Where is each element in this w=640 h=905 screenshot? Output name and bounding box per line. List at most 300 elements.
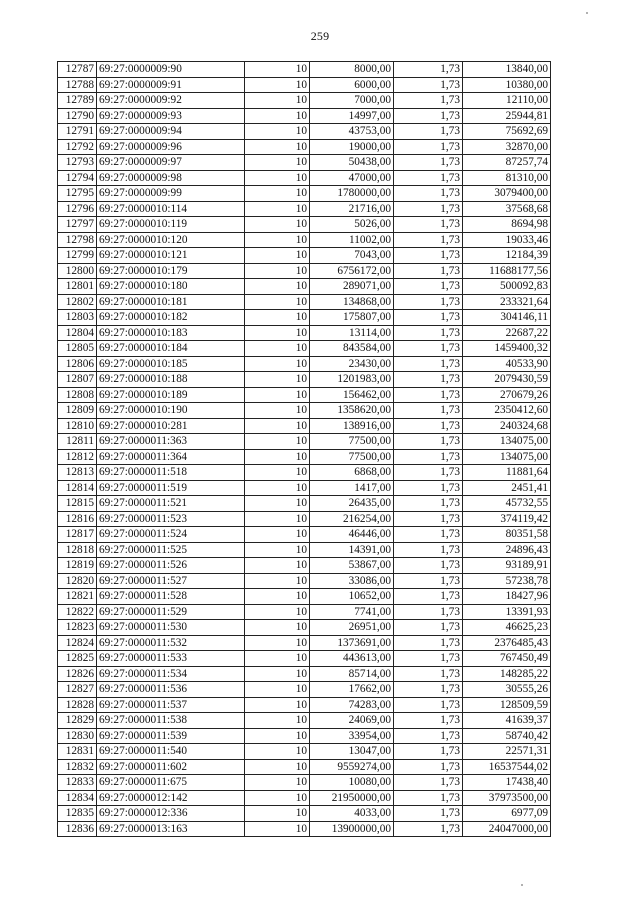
table-row — [58, 124, 551, 140]
table-row — [58, 279, 551, 295]
rate-cell: 1,73 — [394, 356, 463, 372]
total-cell: 25944,81 — [463, 108, 551, 124]
group-cell: 10 — [245, 449, 310, 465]
row-number-cell: 12836 — [58, 821, 97, 837]
group-cell: 10 — [245, 806, 310, 822]
cadastral-number-cell: 69:27:0000010:190 — [97, 403, 245, 419]
table-row — [58, 155, 551, 171]
cadastral-number-cell: 69:27:0000009:94 — [97, 124, 245, 140]
row-number-cell: 12828 — [58, 697, 97, 713]
row-number-cell: 12790 — [58, 108, 97, 124]
total-cell: 128509,59 — [463, 697, 551, 713]
group-cell: 10 — [245, 387, 310, 403]
row-number-cell: 12825 — [58, 651, 97, 667]
scan-speck — [586, 12, 588, 14]
table-row — [58, 558, 551, 574]
group-cell: 10 — [245, 403, 310, 419]
value-cell: 10080,00 — [310, 775, 394, 791]
table-row — [58, 759, 551, 775]
total-cell: 58740,42 — [463, 728, 551, 744]
value-cell: 11002,00 — [310, 232, 394, 248]
value-cell: 50438,00 — [310, 155, 394, 171]
table-row — [58, 821, 551, 837]
rate-cell: 1,73 — [394, 666, 463, 682]
table-row — [58, 356, 551, 372]
value-cell: 216254,00 — [310, 511, 394, 527]
group-cell: 10 — [245, 217, 310, 233]
table-row — [58, 77, 551, 93]
row-number-cell: 12835 — [58, 806, 97, 822]
total-cell: 2350412,60 — [463, 403, 551, 419]
total-cell: 37973500,00 — [463, 790, 551, 806]
row-number-cell: 12796 — [58, 201, 97, 217]
row-number-cell: 12804 — [58, 325, 97, 341]
total-cell: 6977,09 — [463, 806, 551, 822]
total-cell: 45732,55 — [463, 496, 551, 512]
total-cell: 57238,78 — [463, 573, 551, 589]
row-number-cell: 12801 — [58, 279, 97, 295]
total-cell: 2079430,59 — [463, 372, 551, 388]
value-cell: 1780000,00 — [310, 186, 394, 202]
rate-cell: 1,73 — [394, 728, 463, 744]
rate-cell: 1,73 — [394, 186, 463, 202]
rate-cell: 1,73 — [394, 93, 463, 109]
table-row — [58, 480, 551, 496]
cadastral-number-cell: 69:27:0000010:185 — [97, 356, 245, 372]
value-cell: 26951,00 — [310, 620, 394, 636]
group-cell: 10 — [245, 418, 310, 434]
rate-cell: 1,73 — [394, 635, 463, 651]
rate-cell: 1,73 — [394, 651, 463, 667]
table-row — [58, 418, 551, 434]
rate-cell: 1,73 — [394, 744, 463, 760]
value-cell: 77500,00 — [310, 434, 394, 450]
row-number-cell: 12800 — [58, 263, 97, 279]
cadastral-number-cell: 69:27:0000010:281 — [97, 418, 245, 434]
table-row — [58, 325, 551, 341]
row-number-cell: 12794 — [58, 170, 97, 186]
value-cell: 77500,00 — [310, 449, 394, 465]
row-number-cell: 12832 — [58, 759, 97, 775]
rate-cell: 1,73 — [394, 232, 463, 248]
total-cell: 3079400,00 — [463, 186, 551, 202]
total-cell: 134075,00 — [463, 434, 551, 450]
rate-cell: 1,73 — [394, 170, 463, 186]
table-row — [58, 744, 551, 760]
group-cell: 10 — [245, 170, 310, 186]
table-row — [58, 62, 551, 78]
total-cell: 304146,11 — [463, 310, 551, 326]
total-cell: 32870,00 — [463, 139, 551, 155]
total-cell: 11881,64 — [463, 465, 551, 481]
row-number-cell: 12787 — [58, 62, 97, 78]
total-cell: 18427,96 — [463, 589, 551, 605]
value-cell: 23430,00 — [310, 356, 394, 372]
table-row — [58, 511, 551, 527]
group-cell: 10 — [245, 558, 310, 574]
total-cell: 16537544,02 — [463, 759, 551, 775]
cadastral-number-cell: 69:27:0000011:539 — [97, 728, 245, 744]
row-number-cell: 12824 — [58, 635, 97, 651]
table-row — [58, 139, 551, 155]
rate-cell: 1,73 — [394, 341, 463, 357]
value-cell: 1373691,00 — [310, 635, 394, 651]
row-number-cell: 12830 — [58, 728, 97, 744]
group-cell: 10 — [245, 248, 310, 264]
total-cell: 767450,49 — [463, 651, 551, 667]
group-cell: 10 — [245, 77, 310, 93]
value-cell: 21716,00 — [310, 201, 394, 217]
table-row — [58, 790, 551, 806]
table-row — [58, 604, 551, 620]
rate-cell: 1,73 — [394, 759, 463, 775]
cadastral-number-cell: 69:27:0000012:142 — [97, 790, 245, 806]
value-cell: 8000,00 — [310, 62, 394, 78]
row-number-cell: 12822 — [58, 604, 97, 620]
table-row — [58, 434, 551, 450]
group-cell: 10 — [245, 496, 310, 512]
value-cell: 43753,00 — [310, 124, 394, 140]
group-cell: 10 — [245, 589, 310, 605]
row-number-cell: 12834 — [58, 790, 97, 806]
total-cell: 148285,22 — [463, 666, 551, 682]
rate-cell: 1,73 — [394, 434, 463, 450]
value-cell: 4033,00 — [310, 806, 394, 822]
total-cell: 233321,64 — [463, 294, 551, 310]
group-cell: 10 — [245, 93, 310, 109]
rate-cell: 1,73 — [394, 418, 463, 434]
row-number-cell: 12826 — [58, 666, 97, 682]
group-cell: 10 — [245, 325, 310, 341]
row-number-cell: 12806 — [58, 356, 97, 372]
rate-cell: 1,73 — [394, 77, 463, 93]
group-cell: 10 — [245, 604, 310, 620]
cadastral-number-cell: 69:27:0000010:179 — [97, 263, 245, 279]
cadastral-number-cell: 69:27:0000011:363 — [97, 434, 245, 450]
group-cell: 10 — [245, 682, 310, 698]
row-number-cell: 12789 — [58, 93, 97, 109]
total-cell: 46625,23 — [463, 620, 551, 636]
group-cell: 10 — [245, 201, 310, 217]
table-row — [58, 496, 551, 512]
cadastral-number-cell: 69:27:0000011:532 — [97, 635, 245, 651]
table-row — [58, 713, 551, 729]
table-row — [58, 589, 551, 605]
row-number-cell: 12812 — [58, 449, 97, 465]
group-cell: 10 — [245, 790, 310, 806]
value-cell: 26435,00 — [310, 496, 394, 512]
rate-cell: 1,73 — [394, 325, 463, 341]
row-number-cell: 12814 — [58, 480, 97, 496]
group-cell: 10 — [245, 697, 310, 713]
cadastral-number-cell: 69:27:0000011:527 — [97, 573, 245, 589]
group-cell: 10 — [245, 480, 310, 496]
row-number-cell: 12797 — [58, 217, 97, 233]
rate-cell: 1,73 — [394, 542, 463, 558]
total-cell: 2451,41 — [463, 480, 551, 496]
group-cell: 10 — [245, 124, 310, 140]
rate-cell: 1,73 — [394, 465, 463, 481]
group-cell: 10 — [245, 573, 310, 589]
group-cell: 10 — [245, 775, 310, 791]
row-number-cell: 12810 — [58, 418, 97, 434]
table-row — [58, 170, 551, 186]
rate-cell: 1,73 — [394, 558, 463, 574]
rate-cell: 1,73 — [394, 279, 463, 295]
table-row — [58, 806, 551, 822]
row-number-cell: 12803 — [58, 310, 97, 326]
row-number-cell: 12819 — [58, 558, 97, 574]
row-number-cell: 12817 — [58, 527, 97, 543]
group-cell: 10 — [245, 279, 310, 295]
group-cell: 10 — [245, 232, 310, 248]
value-cell: 13047,00 — [310, 744, 394, 760]
total-cell: 13391,93 — [463, 604, 551, 620]
rate-cell: 1,73 — [394, 108, 463, 124]
cadastral-number-cell: 69:27:0000010:183 — [97, 325, 245, 341]
group-cell: 10 — [245, 666, 310, 682]
rate-cell: 1,73 — [394, 310, 463, 326]
group-cell: 10 — [245, 155, 310, 171]
table-row — [58, 108, 551, 124]
value-cell: 1417,00 — [310, 480, 394, 496]
row-number-cell: 12821 — [58, 589, 97, 605]
rate-cell: 1,73 — [394, 682, 463, 698]
cadastral-number-cell: 69:27:0000009:99 — [97, 186, 245, 202]
cadastral-number-cell: 69:27:0000010:182 — [97, 310, 245, 326]
rate-cell: 1,73 — [394, 124, 463, 140]
rate-cell: 1,73 — [394, 372, 463, 388]
cadastral-number-cell: 69:27:0000011:364 — [97, 449, 245, 465]
total-cell: 13840,00 — [463, 62, 551, 78]
rate-cell: 1,73 — [394, 62, 463, 78]
cadastral-number-cell: 69:27:0000010:121 — [97, 248, 245, 264]
cadastral-number-cell: 69:27:0000011:602 — [97, 759, 245, 775]
cadastral-number-cell: 69:27:0000009:92 — [97, 93, 245, 109]
cadastral-number-cell: 69:27:0000010:184 — [97, 341, 245, 357]
row-number-cell: 12820 — [58, 573, 97, 589]
group-cell: 10 — [245, 713, 310, 729]
cadastral-number-cell: 69:27:0000011:536 — [97, 682, 245, 698]
total-cell: 1459400,32 — [463, 341, 551, 357]
group-cell: 10 — [245, 651, 310, 667]
table-row — [58, 201, 551, 217]
cadastral-number-cell: 69:27:0000009:96 — [97, 139, 245, 155]
row-number-cell: 12827 — [58, 682, 97, 698]
cadastral-number-cell: 69:27:0000009:93 — [97, 108, 245, 124]
value-cell: 24069,00 — [310, 713, 394, 729]
table-row — [58, 294, 551, 310]
table-row — [58, 403, 551, 419]
total-cell: 40533,90 — [463, 356, 551, 372]
value-cell: 13900000,00 — [310, 821, 394, 837]
group-cell: 10 — [245, 310, 310, 326]
group-cell: 10 — [245, 263, 310, 279]
row-number-cell: 12811 — [58, 434, 97, 450]
table-row — [58, 449, 551, 465]
table-row — [58, 372, 551, 388]
cadastral-number-cell: 69:27:0000010:181 — [97, 294, 245, 310]
cadastral-number-cell: 69:27:0000009:98 — [97, 170, 245, 186]
rate-cell: 1,73 — [394, 217, 463, 233]
total-cell: 24047000,00 — [463, 821, 551, 837]
total-cell: 19033,46 — [463, 232, 551, 248]
group-cell: 10 — [245, 465, 310, 481]
page-number: 259 — [310, 29, 330, 43]
table-row — [58, 217, 551, 233]
group-cell: 10 — [245, 139, 310, 155]
rate-cell: 1,73 — [394, 713, 463, 729]
data-table — [57, 61, 551, 837]
row-number-cell: 12808 — [58, 387, 97, 403]
table-row — [58, 573, 551, 589]
row-number-cell: 12831 — [58, 744, 97, 760]
table-row — [58, 682, 551, 698]
value-cell: 13114,00 — [310, 325, 394, 341]
table-row — [58, 232, 551, 248]
value-cell: 5026,00 — [310, 217, 394, 233]
value-cell: 53867,00 — [310, 558, 394, 574]
value-cell: 14391,00 — [310, 542, 394, 558]
table-row — [58, 542, 551, 558]
cadastral-number-cell: 69:27:0000011:538 — [97, 713, 245, 729]
table-row — [58, 263, 551, 279]
value-cell: 138916,00 — [310, 418, 394, 434]
rate-cell: 1,73 — [394, 511, 463, 527]
rate-cell: 1,73 — [394, 480, 463, 496]
table-row — [58, 697, 551, 713]
group-cell: 10 — [245, 372, 310, 388]
table-row — [58, 341, 551, 357]
rate-cell: 1,73 — [394, 821, 463, 837]
total-cell: 12110,00 — [463, 93, 551, 109]
total-cell: 374119,42 — [463, 511, 551, 527]
table-body — [58, 62, 551, 837]
group-cell: 10 — [245, 620, 310, 636]
group-cell: 10 — [245, 511, 310, 527]
total-cell: 41639,37 — [463, 713, 551, 729]
cadastral-number-cell: 69:27:0000012:336 — [97, 806, 245, 822]
group-cell: 10 — [245, 108, 310, 124]
table-row — [58, 248, 551, 264]
value-cell: 9559274,00 — [310, 759, 394, 775]
table-row — [58, 310, 551, 326]
value-cell: 1201983,00 — [310, 372, 394, 388]
total-cell: 8694,98 — [463, 217, 551, 233]
table-row — [58, 651, 551, 667]
rate-cell: 1,73 — [394, 294, 463, 310]
rate-cell: 1,73 — [394, 697, 463, 713]
table-row — [58, 620, 551, 636]
row-number-cell: 12829 — [58, 713, 97, 729]
table-row — [58, 465, 551, 481]
cadastral-number-cell: 69:27:0000011:534 — [97, 666, 245, 682]
cadastral-number-cell: 69:27:0000011:540 — [97, 744, 245, 760]
value-cell: 10652,00 — [310, 589, 394, 605]
group-cell: 10 — [245, 527, 310, 543]
row-number-cell: 12792 — [58, 139, 97, 155]
value-cell: 17662,00 — [310, 682, 394, 698]
row-number-cell: 12815 — [58, 496, 97, 512]
cadastral-number-cell: 69:27:0000011:530 — [97, 620, 245, 636]
table-row — [58, 666, 551, 682]
cadastral-number-cell: 69:27:0000010:120 — [97, 232, 245, 248]
value-cell: 19000,00 — [310, 139, 394, 155]
row-number-cell: 12791 — [58, 124, 97, 140]
value-cell: 289071,00 — [310, 279, 394, 295]
value-cell: 134868,00 — [310, 294, 394, 310]
row-number-cell: 12833 — [58, 775, 97, 791]
value-cell: 7741,00 — [310, 604, 394, 620]
cadastral-number-cell: 69:27:0000011:533 — [97, 651, 245, 667]
total-cell: 22687,22 — [463, 325, 551, 341]
table-row — [58, 527, 551, 543]
rate-cell: 1,73 — [394, 589, 463, 605]
rate-cell: 1,73 — [394, 620, 463, 636]
value-cell: 7043,00 — [310, 248, 394, 264]
group-cell: 10 — [245, 542, 310, 558]
value-cell: 1358620,00 — [310, 403, 394, 419]
cadastral-number-cell: 69:27:0000011:518 — [97, 465, 245, 481]
group-cell: 10 — [245, 62, 310, 78]
rate-cell: 1,73 — [394, 387, 463, 403]
total-cell: 11688177,56 — [463, 263, 551, 279]
cadastral-number-cell: 69:27:0000011:528 — [97, 589, 245, 605]
total-cell: 37568,68 — [463, 201, 551, 217]
group-cell: 10 — [245, 744, 310, 760]
total-cell: 81310,00 — [463, 170, 551, 186]
total-cell: 134075,00 — [463, 449, 551, 465]
value-cell: 33086,00 — [310, 573, 394, 589]
cadastral-number-cell: 69:27:0000011:524 — [97, 527, 245, 543]
cadastral-number-cell: 69:27:0000011:525 — [97, 542, 245, 558]
group-cell: 10 — [245, 635, 310, 651]
value-cell: 443613,00 — [310, 651, 394, 667]
value-cell: 14997,00 — [310, 108, 394, 124]
cadastral-number-cell: 69:27:0000009:91 — [97, 77, 245, 93]
value-cell: 85714,00 — [310, 666, 394, 682]
row-number-cell: 12788 — [58, 77, 97, 93]
value-cell: 74283,00 — [310, 697, 394, 713]
group-cell: 10 — [245, 728, 310, 744]
group-cell: 10 — [245, 821, 310, 837]
scan-speck — [521, 884, 523, 886]
table-row — [58, 93, 551, 109]
total-cell: 80351,58 — [463, 527, 551, 543]
cadastral-number-cell: 69:27:0000011:521 — [97, 496, 245, 512]
total-cell: 30555,26 — [463, 682, 551, 698]
cadastral-number-cell: 69:27:0000011:529 — [97, 604, 245, 620]
rate-cell: 1,73 — [394, 527, 463, 543]
cadastral-number-cell: 69:27:0000011:526 — [97, 558, 245, 574]
row-number-cell: 12795 — [58, 186, 97, 202]
rate-cell: 1,73 — [394, 604, 463, 620]
cadastral-number-cell: 69:27:0000011:523 — [97, 511, 245, 527]
total-cell: 75692,69 — [463, 124, 551, 140]
rate-cell: 1,73 — [394, 201, 463, 217]
cadastral-number-cell: 69:27:0000010:114 — [97, 201, 245, 217]
row-number-cell: 12813 — [58, 465, 97, 481]
total-cell: 10380,00 — [463, 77, 551, 93]
value-cell: 6000,00 — [310, 77, 394, 93]
row-number-cell: 12818 — [58, 542, 97, 558]
total-cell: 17438,40 — [463, 775, 551, 791]
table-row — [58, 775, 551, 791]
cadastral-number-cell: 69:27:0000010:189 — [97, 387, 245, 403]
cadastral-number-cell: 69:27:0000011:519 — [97, 480, 245, 496]
row-number-cell: 12807 — [58, 372, 97, 388]
total-cell: 240324,68 — [463, 418, 551, 434]
